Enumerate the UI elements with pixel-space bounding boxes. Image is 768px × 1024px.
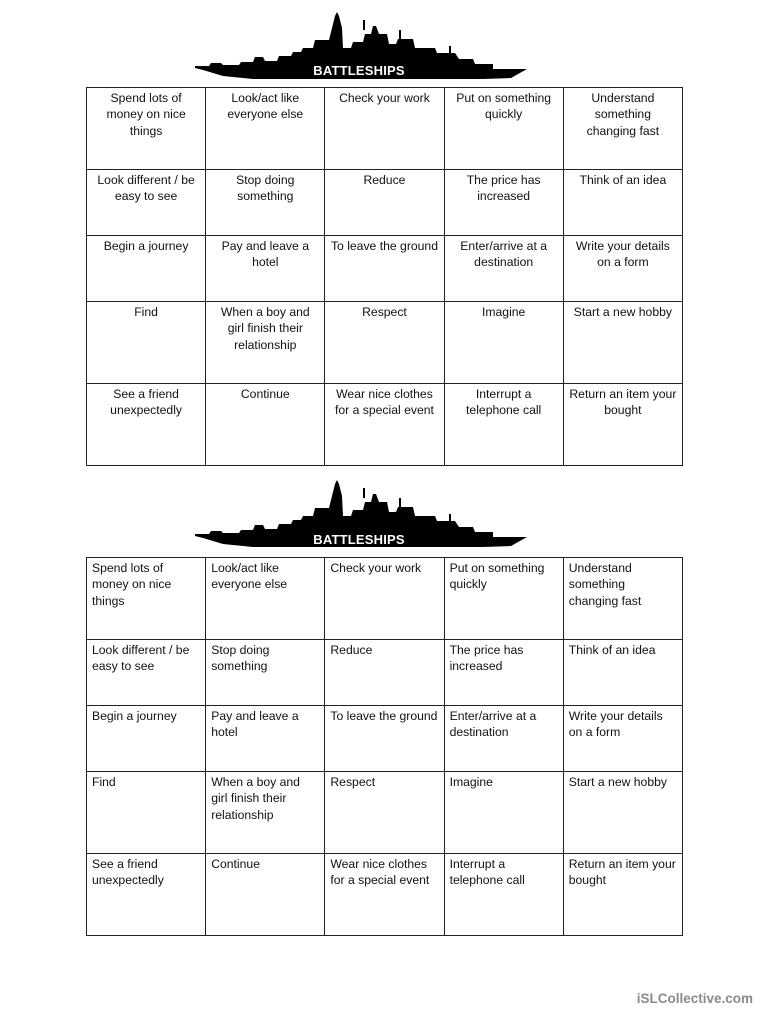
grid-cell: Understand something changing fast: [563, 88, 682, 170]
grid-cell: Imagine: [444, 302, 563, 384]
sheet-title: BATTLESHIPS: [313, 532, 405, 547]
grid-cell: Start a new hobby: [563, 772, 682, 854]
table-row: [87, 706, 683, 772]
table-row: [87, 772, 683, 854]
bingo-grid-2: [86, 557, 683, 936]
grid-cell: Look/act like everyone else: [206, 558, 325, 640]
grid-cell: Return an item your bought: [563, 854, 682, 936]
grid-cell: Look different / be easy to see: [87, 170, 206, 236]
grid-cell: Think of an idea: [563, 640, 682, 706]
grid-cell: Interrupt a telephone call: [444, 854, 563, 936]
grid-cell: Begin a journey: [87, 706, 206, 772]
grid-cell: Enter/arrive at a destination: [444, 236, 563, 302]
grid-cell: Write your details on a form: [563, 236, 682, 302]
grid-cell: To leave the ground: [325, 236, 444, 302]
grid-cell: Return an item your bought: [563, 384, 682, 466]
grid-cell: Reduce: [325, 170, 444, 236]
grid-cell: Respect: [325, 302, 444, 384]
grid-cell: Wear nice clothes for a special event: [325, 854, 444, 936]
table-row: [87, 236, 683, 302]
table-row: [87, 854, 683, 936]
grid-cell: Stop doing something: [206, 170, 325, 236]
grid-cell: Pay and leave a hotel: [206, 706, 325, 772]
grid-cell: Spend lots of money on nice things: [87, 88, 206, 170]
grid-cell: The price has increased: [444, 640, 563, 706]
table-row: [87, 384, 683, 466]
grid-cell: Start a new hobby: [563, 302, 682, 384]
grid-cell: Wear nice clothes for a special event: [325, 384, 444, 466]
grid-cell: Interrupt a telephone call: [444, 384, 563, 466]
grid-cell: Imagine: [444, 772, 563, 854]
grid-cell: Stop doing something: [206, 640, 325, 706]
grid-body: [87, 88, 683, 466]
grid-cell: Check your work: [325, 558, 444, 640]
grid-cell: The price has increased: [444, 170, 563, 236]
grid-cell: Continue: [206, 384, 325, 466]
battleship-header-1: [193, 12, 533, 88]
table-row: [87, 640, 683, 706]
watermark-footer: iSLCollective.com: [636, 991, 753, 1006]
grid-cell: Spend lots of money on nice things: [87, 558, 206, 640]
grid-cell: Think of an idea: [563, 170, 682, 236]
battleship-header-2: [193, 480, 533, 556]
grid-cell: Look different / be easy to see: [87, 640, 206, 706]
grid-cell: Look/act like everyone else: [206, 88, 325, 170]
grid-cell: Find: [87, 772, 206, 854]
table-row: [87, 88, 683, 170]
grid-cell: Reduce: [325, 640, 444, 706]
grid-cell: Continue: [206, 854, 325, 936]
grid-cell: See a friend unexpectedly: [87, 854, 206, 936]
grid-cell: Find: [87, 302, 206, 384]
grid-cell: Enter/arrive at a destination: [444, 706, 563, 772]
grid-cell: Check your work: [325, 88, 444, 170]
grid-cell: Pay and leave a hotel: [206, 236, 325, 302]
sheet-title: BATTLESHIPS: [313, 63, 405, 78]
grid-cell: Put on something quickly: [444, 88, 563, 170]
grid-cell: Put on something quickly: [444, 558, 563, 640]
table-row: [87, 558, 683, 640]
bingo-grid-1: [86, 87, 683, 466]
grid-body: [87, 558, 683, 936]
grid-cell: To leave the ground: [325, 706, 444, 772]
grid-cell: Understand something changing fast: [563, 558, 682, 640]
table-row: [87, 302, 683, 384]
grid-cell: Begin a journey: [87, 236, 206, 302]
grid-cell: When a boy and girl finish their relationship: [206, 302, 325, 384]
grid-cell: When a boy and girl finish their relationship: [206, 772, 325, 854]
grid-cell: Write your details on a form: [563, 706, 682, 772]
table-row: [87, 170, 683, 236]
grid-cell: See a friend unexpectedly: [87, 384, 206, 466]
grid-cell: Respect: [325, 772, 444, 854]
